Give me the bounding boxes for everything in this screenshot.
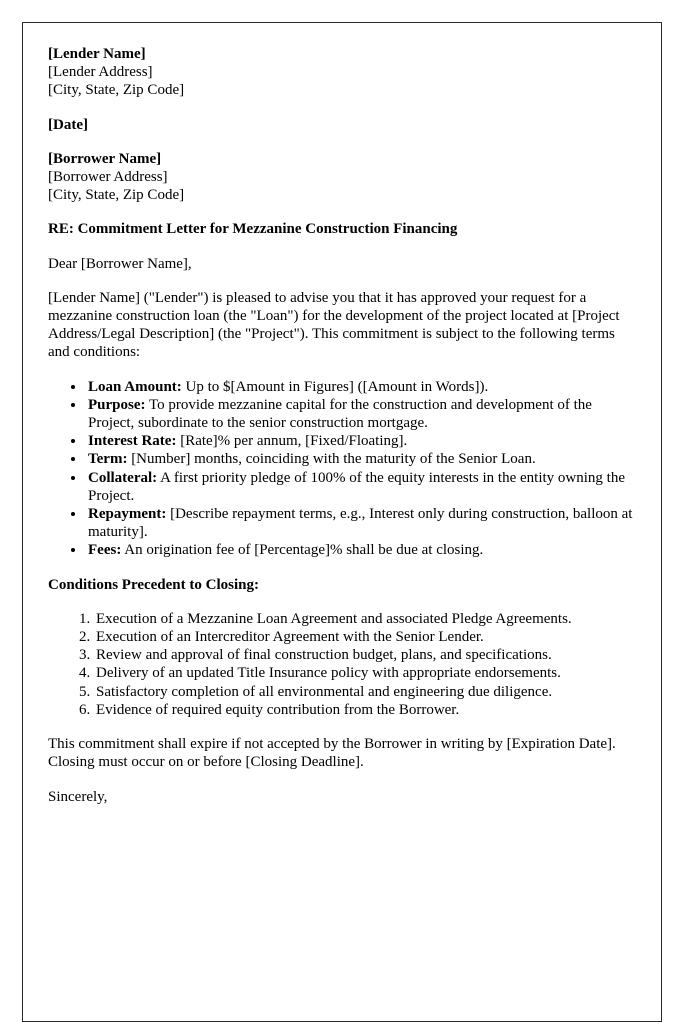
conditions-heading: Conditions Precedent to Closing: (48, 576, 259, 593)
date-block (48, 116, 637, 134)
closing-salutation: Sincerely, (48, 788, 108, 805)
condition-item: 4. Delivery of an updated Title Insurance policy with appropriate endorsements. (94, 664, 637, 682)
document-body (23, 23, 661, 806)
term-label: Term: (88, 451, 128, 468)
term-text: To provide mezzanine capital for the construction and development of the Project, subordinate to the senior construction mortgage. (88, 396, 592, 432)
letter-date: [Date] (48, 116, 88, 133)
term-text: [Number] months, coinciding with the maturity of the Senior Loan. (127, 451, 536, 468)
term-label: Purpose: (88, 396, 146, 413)
term-item (86, 432, 637, 450)
term-item (86, 469, 637, 505)
lender-address: [Lender Address] (48, 64, 153, 81)
term-item (86, 396, 637, 432)
terms-list (48, 378, 637, 560)
condition-item: 2. Execution of an Intercreditor Agreement with the Senior Lender. (94, 628, 637, 646)
term-text: A first priority pledge of 100% of the equity interests in the entity owning the Project. (88, 469, 625, 504)
term-text: [Rate]% per annum, [Fixed/Floating]. (176, 433, 408, 450)
borrower-name: [Borrower Name] (48, 150, 162, 167)
subject-line: RE: Commitment Letter for Mezzanine Construction Financing (48, 221, 458, 238)
term-text: Up to $[Amount in Figures] ([Amount in Words]). (181, 378, 489, 395)
salutation: Dear [Borrower Name], (48, 255, 192, 272)
conditions-list (48, 610, 637, 719)
term-label: Repayment: (88, 506, 167, 523)
term-label: Collateral: (88, 469, 158, 486)
term-label: Interest Rate: (88, 433, 177, 450)
term-label: Loan Amount: (88, 378, 182, 395)
borrower-address: [Borrower Address] (48, 169, 168, 186)
expiration-paragraph: This commitment shall expire if not accepted by the Borrower in writing by [Expiration Date]. Closing must occur on or before [Closing Deadline]. (48, 736, 616, 771)
term-text: An origination fee of [Percentage]% shall be due at closing. (121, 542, 484, 559)
term-item (86, 450, 637, 468)
term-text: [Describe repayment terms, e.g., Interest only during construction, balloon at maturity]. (88, 506, 633, 541)
term-label: Fees: (88, 542, 122, 559)
borrower-city-state-zip: [City, State, Zip Code] (48, 187, 185, 204)
borrower-address-block (48, 150, 637, 205)
term-item (86, 378, 637, 396)
condition-item: 5. Satisfactory completion of all environmental and engineering due diligence. (94, 683, 637, 701)
lender-name: [Lender Name] (48, 46, 146, 62)
condition-item: 6. Evidence of required equity contribution from the Borrower. (94, 701, 637, 719)
lender-address-block (48, 45, 637, 100)
lender-city-state-zip: [City, State, Zip Code] (48, 82, 185, 99)
intro-paragraph: [Lender Name] ("Lender") is pleased to advise you that it has approved your request for a mezzanine construction loan (the "Loan") for the development of the project located at [Project Address/Legal Description] (the "Project"). This commitment is subject to the following terms and conditions: (48, 289, 620, 361)
document-page (22, 22, 662, 1022)
term-item (86, 505, 637, 541)
condition-item: 1. Execution of a Mezzanine Loan Agreement and associated Pledge Agreements. (94, 610, 637, 628)
condition-item: 3. Review and approval of final construction budget, plans, and specifications. (94, 646, 637, 664)
term-item (86, 541, 637, 559)
